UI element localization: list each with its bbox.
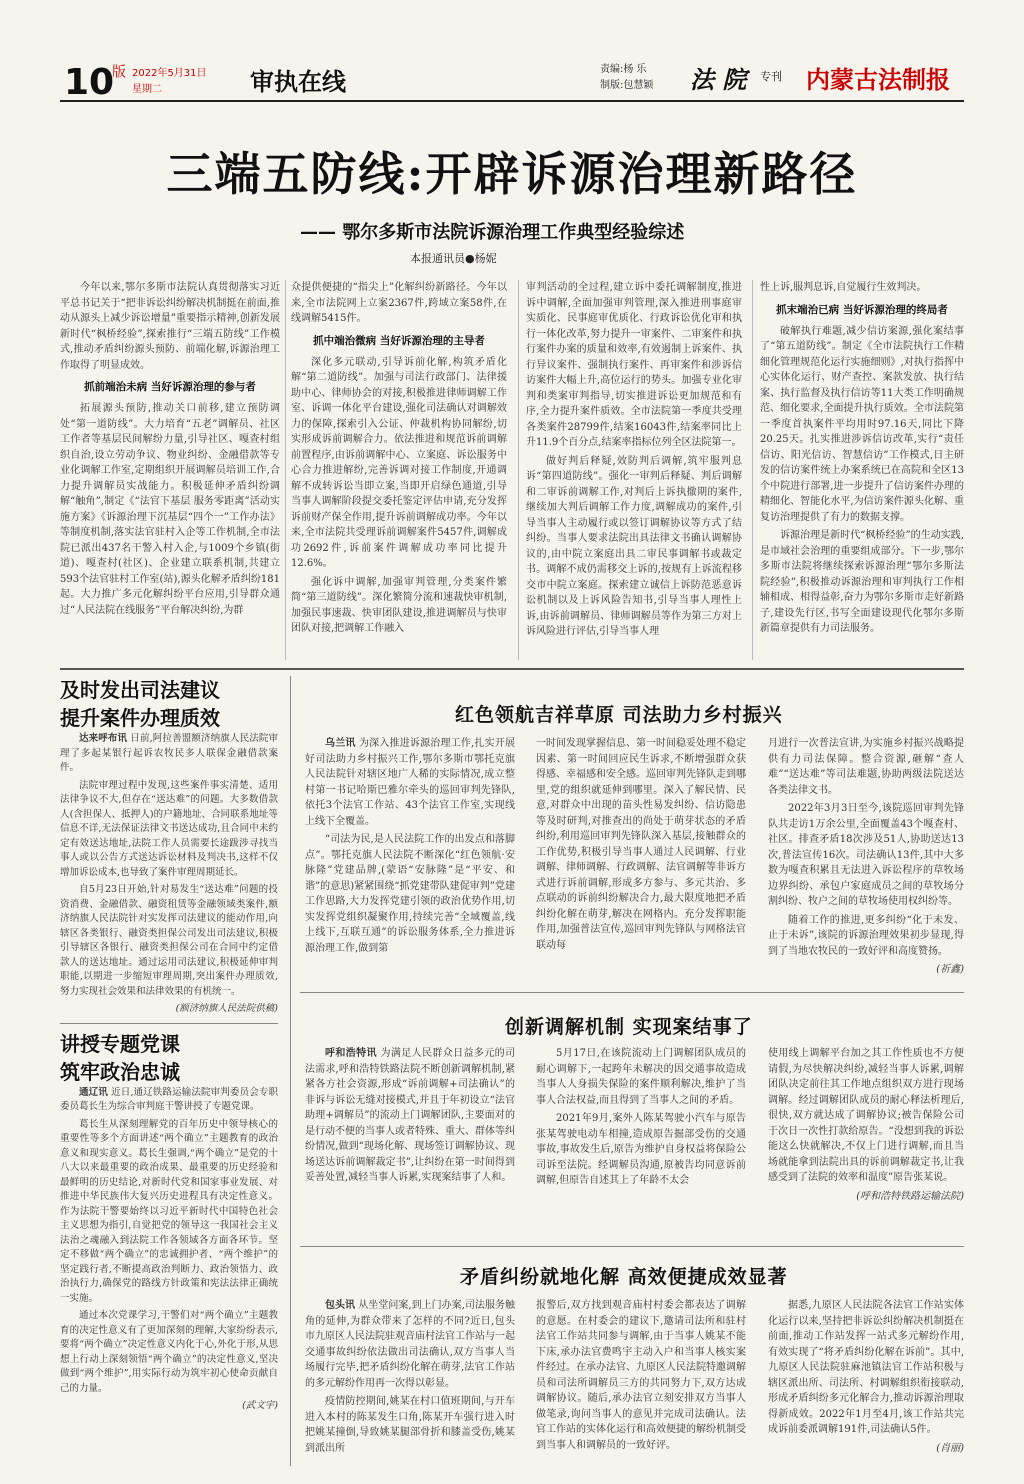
paragraph: 拓展源头预防,推动关口前移,建立预防调处“第一道防线”。大力培育“五老”调解员、社区工作者等基层民间解纷力量,引导社区、嘎查村组织自治,设立劳动争议、物业纠纷、金融借款等专业化调解工作室,定期组织开展调解员培训工作,合力提升调解员实战能力。积极延伸矛盾纠纷调解“触角”,制定《“法官下基层 服务零距离”活动实施方案》《诉源治理下沉基层“四个一”工作办法》等制度机制,落实法官驻村入企等工作机制,全市法院已派出437名干警入村入企,与1009个乡镇(街道)、嘎查村(社区)、企业建立联系机制,共建立593个法官驻村工作室(站),源头化解矛盾纠纷181起。大力推广多元化解纠纷平台应用,引导群众通过“人民法院在线服务”平台解决纠纷,为群 xyxy=(60,403,280,616)
paragraph: 今年以来,鄂尔多斯市法院认真贯彻落实习近平总书记关于“把非诉讼纠纷解决机制挺在前面,推动从源头上减少诉讼增量”重要指示精神,创新发展新时代“枫桥经验”,探索推行“三端五防线”工作模式,推动矛盾纠纷源头预防、前端化解,诉源治理工作取得了明显成效。 xyxy=(60,282,280,371)
innov-col-1 xyxy=(305,1046,515,1242)
paragraph: 据悉,九原区人民法院各法官工作站实体化运行以来,坚持把非诉讼纠纷解决机制挺在前面,推动工作站发挥一站式多元解纷作用,有效实现了“将矛盾纠纷化解在诉前”。其中,九原区人民法院驻麻池镇法官工作站积极与辖区派出所、司法所、村调解组织衔接联动,形成矛盾纠纷多元化解合力,推动诉源治理取得新成效。2022年1月至4月,该工作站共完成诉前委派调解191件,司法确认5件。 xyxy=(768,1300,964,1435)
section-name: 审执在线 xyxy=(250,68,346,96)
page-number: 10 xyxy=(64,62,115,103)
conflict-col-1 xyxy=(305,1298,515,1474)
editor-block xyxy=(600,62,653,94)
column-divider xyxy=(290,676,291,1466)
main-col-3 xyxy=(526,280,742,660)
main-col-4 xyxy=(760,280,964,660)
paragraph: 深化多元联动,引导诉前化解,构筑矛盾化解“第二道防线”。加强与司法行政部门、法律援助中心、律师协会的对接,积极推进律师调解工作室、诉调一体化平台建设,强化司法确认对调解效力的保障,探索引入公证、仲裁机构协同解纷,切实形成诉前调解合力。依法推进和规范诉前调解前置程序,由诉前调解中心、立案庭、诉讼服务中心合力推进解纷,完善诉调对接工作制度,开通调解不成转诉讼当即立案,当即开启绿色通道,引导当事人调解阶段提交委托鉴定评估申请,充分发挥诉前财产保全作用,提升诉前调解成功率。今年以来,全市法院共受理诉前调解案件5457件,调解成功2692件,诉前案件调解成功率同比提升12.6%。 xyxy=(291,356,507,569)
main-col-1 xyxy=(60,280,280,660)
paragraph: 法院审理过程中发现,这些案件事实清楚、适用法律争议不大,但存在“送达难”的问题。大多数借款人(含担保人、抵押人)的户籍地址、合同联系地址等信息不详,无法保证法律文书送达成功,且合同中未约定有效送达地址,法院工作人员需要长途跋涉寻找当事人或以公告方式送达诉讼材料及判决书,这样不仅增加诉讼成本,也导致了案件审理周期延长。 xyxy=(60,779,278,878)
paragraph: 使用线上调解平台加之其工作性质也不方便请假,为尽快解决纠纷,减轻当事人诉累,调解团队决定前往其工作地点组织双方进行现场调解。经过调解团队成员的耐心释法析理后,很快,双方就达成了调解协议;被告保险公司于次日一次性打款给原告。“没想到我的诉讼能这么快就解决,不仅上门进行调解,而且当场就能拿到法院出具的诉前调解裁定书,让我感受到了法院的效率和温度”原告张某说。 xyxy=(768,1048,964,1183)
innov-col-3 xyxy=(768,1046,964,1242)
paragraph: 随着工作的推进,更多纠纷“化于未发、止于未诉”,该院的诉源治理效果初步显现,得到了当地农牧民的一致好评和高度赞扬。 xyxy=(768,914,964,957)
article-lead: 通辽讯 xyxy=(79,1086,108,1098)
column-name: 法 院 xyxy=(690,65,747,94)
headline-line: 及时发出司法建议 xyxy=(60,678,220,702)
paragraph: 日前,阿拉善盟额济纳旗人民法院审理了多起某银行起诉农牧民多人联保金融借款案件。 xyxy=(60,733,278,773)
subheading: 抓中端治微病 当好诉源治理的主导者 xyxy=(313,334,485,347)
issue-date-block xyxy=(132,66,207,98)
paragraph: 葛长生从深刻理解党的百年历史中领导核心的重要性等多个方面讲述“两个确立”主题教育的政治意义和现实意义。葛长生强调,“两个确立”是党的十八大以来最重要的政治成果、最重要的历史经验和最鲜明的历史结论,对新时代党和国家事业发展、对推进中华民族伟大复兴历史进程具有决定性意义。作为法院干警要始终以习近平新时代中国特色社会主义思想为指引,自觉把党的领导这一我国社会主义法治之魂融入到法院工作各领域各方面各环节。坚定不移做“两个确立”的忠诚拥护者、“两个维护”的坚定践行者,不断提高政治判断力、政治领悟力、政治执行力,确保党的路线方针政策和宪法法律正确统一实施。 xyxy=(60,1118,278,1304)
article-headline xyxy=(60,1030,278,1086)
article-headline: 红色领航吉祥草原 司法助力乡村振兴 xyxy=(455,704,783,726)
paragraph: 自5月23日开始,针对易发生“送达难”问题的投资消费、金融借款、融资租赁等金融领域类案件,额济纳旗人民法院针对实发挥司法建议的能动作用,向辖区各类银行、融资类担保公司发出司法建议,积极引导辖区各银行、融资类担保公司在合同中约定借款人的送达地址。通过运用司法建议,积极延伸审判职能,以期进一步缩短审理周期,突出案件办理质效,努力实现社会效果和法律效果的有机统一。 xyxy=(60,884,278,997)
article-lead: 达来呼布讯 xyxy=(79,733,128,744)
header-rule xyxy=(60,100,964,102)
paragraph: 通过本次党课学习,干警们对“两个确立”主题教育的决定性意义有了更加深刻的理解,大家纷纷表示,要将“两个确立”决定性意义内化于心,外化于形,从思想上行动上深刻领悟“两个确立”的决定性意义,坚决做到“两个维护”,用实际行动为筑牢初心使命贡献自己的力量。 xyxy=(60,1310,278,1394)
conflict-col-2 xyxy=(536,1298,746,1474)
column-divider xyxy=(752,280,753,660)
article-divider xyxy=(300,992,964,993)
main-subtitle: —— 鄂尔多斯市法院诉源治理工作典型经验综述 xyxy=(300,222,685,243)
column-divider xyxy=(518,280,519,660)
editor: 责编:杨 乐 xyxy=(600,64,647,75)
subheading: 抓前端治未病 当好诉源治理的参与者 xyxy=(84,381,256,393)
article-headline: 矛盾纠纷就地化解 高效便捷成效显著 xyxy=(460,1266,788,1288)
paragraph: “司法为民,是人民法院工作的出发点和落脚点”。鄂托克旗人民法院不断深化“红色领航·安脉隆”党建品牌,(蒙语“安脉隆”是“平安、和谐”的意思)紧紧围绕“抓党建带队建促审判”党建工作思路,大力发挥党建引领的政治优势作用,切实发挥党组织凝聚作用,持续完善“全域覆盖,线上线下,互联互通”的诉讼服务体系,全力推进诉源治理工作,做到第 xyxy=(305,834,515,954)
article-headline: 创新调解机制 实现案结事了 xyxy=(505,1016,753,1038)
paragraph: 强化诉中调解,加强审判管理,分类案件繁简“第三道防线”。深化繁简分流和速裁快审机制,加强民事速裁、快审团队建设,推进调解员与快审团队对接,把调解工作融入 xyxy=(291,576,507,634)
headline-line: 讲授专题党课 xyxy=(60,1031,180,1056)
article-lead: 乌兰讯 xyxy=(325,738,356,749)
main-col-2 xyxy=(291,280,507,660)
left-sidebar xyxy=(60,676,278,1466)
article-source: (呼和浩特铁路运输法院) xyxy=(856,1190,964,1202)
subheading: 抓末端治已病 当好诉源治理的终局者 xyxy=(776,303,948,316)
paragraph: 5月17日,在该院流动上门调解团队成员的耐心调解下,一起跨年未解决的因交通事故造成当事人人身损失保险的案件顺利解决,维护了当事人合法权益,而且得到了当事人之间的矛盾。 xyxy=(536,1048,746,1106)
red-col-1 xyxy=(305,736,515,986)
article-divider xyxy=(300,1246,964,1247)
paragraph: 众提供便捷的“指尖上”化解纠纷新路径。今年以来,全市法院网上立案2367件,跨域立案58件,在线调解5415件。 xyxy=(291,282,507,324)
paragraph: 月进行一次普法宣讲,为实施乡村振兴战略提供有力司法保障。整合资源,砸解“查人难”“送达难”等司法难题,协助两级法院送达各类法律文书。 xyxy=(768,738,964,796)
issue-weekday: 星期二 xyxy=(132,84,162,95)
conflict-col-3 xyxy=(768,1298,964,1474)
paragraph: 疫情防控期间,姚某在村口值班期间,与开车进入本村的陈某发生口角,陈某开车强行进入时把姚某撞倒,导致姚某腿部骨折和膝盖受伤,姚某到派出所 xyxy=(305,1396,515,1454)
paragraph: 一时间发现掌握信息、第一时间稳妥处理不稳定因素、第一时间回应民生诉求,不断增强群众获得感、幸福感和安全感。巡回审判先锋队走到哪里,党的组织就延伸到哪里。深入了解民情、民意,对群众中出现的苗头性易发纠纷、信访隐患等及时研判,对推查出的尚处于萌芽状态的矛盾纠纷,利用巡回审判先锋队深入基层,接触群众的工作优势,积极引导当事人通过人民调解、行业调解、律师调解、行政调解、法官调解等非诉方式进行诉前调解,形成多方参与、多元共治、多点联动的诉前纠纷解决合力,最大限度地把矛盾纠纷化解在萌芽,解决在网格内。充分发挥职能作用,加强普法宣传,巡回审判先锋队与网格法官联动每 xyxy=(536,738,746,951)
main-headline: 三端五防线:开辟诉源治理新路径 xyxy=(166,147,858,201)
red-col-2 xyxy=(536,736,746,986)
page-label: 版 xyxy=(110,64,126,78)
article-source: (武文宇) xyxy=(242,1400,278,1411)
article-divider xyxy=(60,1023,278,1024)
headline-line: 筑牢政治忠诚 xyxy=(60,1059,180,1084)
paragraph: 审判活动的全过程,建立诉中委托调解制度,推进诉中调解,全面加强审判管理,深入推进刑事庭审实质化、民事庭审优质化、行政诉讼优化审和执行一体化改革,努力提升一审案件、二审案件和执行案件办案的质量和效率,有效遏制上诉案件、执行异议案件、强制执行案件、再审案件和涉诉信访案件大幅上升,高位运行的势头。加强专业化审判和类案审判指导,切实推进诉讼更加规范和有序,全力提升案件质效。全市法院第一季度共受理各类案件28799件,结案16043件,结案率同比上升11.9个百分点,结案率指标位列全区法院第一。 xyxy=(526,282,742,448)
newspaper-logo: 内蒙古法制报 xyxy=(806,65,950,94)
red-col-3 xyxy=(768,736,964,986)
paragraph: 报警后,双方找到观音庙村村委会都表达了调解的意愿。在村委会的建议下,邀请司法所和驻村法官工作站共同参与调解,由于当事人姚某不能下床,承办法官费鸣宇主动入户和当事人核实案件经过。在承办法官、九原区人民法院特邀调解员和司法所调解员三方的共同努力下,双方达成调解协议。随后,承办法官立刻安排双方当事人做笔录,询问当事人的意见并完成司法确认。法官工作站的实体化运行和高效便捷的解纷机制受到当事人和调解员的一致好评。 xyxy=(536,1300,746,1451)
paragraph: 2022年3月3日至今,该院巡回审判先锋队共走访1万余公里,全面覆盖43个嘎查村、社区。排查矛盾18次涉及51人,协助送达13次,普法宣传16次。司法确认13件,其中大多数为嘎查积累且无法进入诉讼程序的草牧场边界纠纷、承包户家庭成员之间的草牧场分割纠纷、牧户之间的草牧场使用权纠纷等。 xyxy=(768,803,964,907)
paragraph: 性上诉,服判息诉,自觉履行生效判决。 xyxy=(760,282,927,293)
column-divider xyxy=(285,280,286,660)
headline-line: 提升案件办理质效 xyxy=(60,706,220,730)
article-lead: 呼和浩特讯 xyxy=(325,1048,377,1059)
paragraph: 为深入推进诉源治理工作,扎实开展好司法助力乡村振兴工作,鄂尔多斯市鄂托克旗人民法院针对辖区地广人稀的实际情况,成立整村第一书记哈斯巴雅尔牵头的巡回审判先锋队,依托3个法官工作站、43个法官工作室,实现线上线下全覆盖。 xyxy=(305,738,515,827)
paragraph: 诉源治理是新时代“枫桥经验”的生动实践,是市域社会治理的重要组成部分。下一步,鄂尔多斯市法院将继续探索诉源治理“鄂尔多斯法院经验”,积极推动诉源治理和审判执行工作相辅相成、相得益彰,奋力为鄂尔多斯市走好新路子,建设先行区,书写全面建设现代化鄂尔多斯新篇章提供有力司法服务。 xyxy=(760,530,964,634)
article-source: (额济纳旗人民法院供稿) xyxy=(175,1003,278,1014)
innov-col-2 xyxy=(536,1046,746,1242)
paragraph: 做好判后释疑,效防判后调解,筑牢服判息诉“第四道防线”。强化一审判后释疑、判后调解和二审诉前调解工作,对判后上诉执撤期的案件,继续加大判后调解工作力度,调解成功的案件,引导当事人主动履行或以签订调解协议等方式了结纠纷。当事人要求法院出具法律文书确认调解协议的,由中院立案庭出具二审民事调解书或裁定书。调解不成仍需移交上诉的,按规有上诉流程移交市中院立案庭。探索建立诚信上诉防范恶意诉讼机制以及上诉风险告知书,引导当事人理性上诉,由诉前调解员、律师调解员等作为第三方对上诉风险进行评估,引导当事人理 xyxy=(526,455,742,637)
column-suffix: 专刊 xyxy=(760,70,782,83)
section-rule xyxy=(60,668,964,670)
article-source: (肖丽) xyxy=(936,1442,964,1454)
paragraph: 2021年9月,案外人陈某驾驶小汽车与原告张某驾驶电动车相撞,造成原告掘部受伤的交通事故,事故发生后,原告为维护自身权益将保险公司诉至法院。经调解员沟通,原被告均同意诉前调解,但原告自述其上了年龄不太会 xyxy=(536,1113,746,1186)
main-byline: 本报通讯员●杨妮 xyxy=(410,252,497,265)
article-headline xyxy=(60,676,278,732)
issue-date: 2022年5月31日 xyxy=(132,68,207,79)
article-lead: 包头讯 xyxy=(325,1300,356,1311)
paragraph: 破解执行难题,减少信访案源,强化案结事了“第五道防线”。制定《全市法院执行工作精细化管理规范化运行实施细则》,对执行指挥中心实体化运行、财产查控、案款发放、执行结案、执行监督及执行信访等11大类工作明确规范、细化要求,全面提升执行质效。全市法院第一季度首执案件平均用时97.16天,同比下降20.25天。扎实推进涉诉信访改革,实行“责任信访、阳光信访、智慧信访”工作模式,日主研发的信访案件统上办案系统已在高院和全区13个中院进行部署,进一步提升了信访案件办理的精细化、智能化水平,为信访案件源头化解、重复访治理提供了有力的数据支撑。 xyxy=(760,325,964,523)
paragraph: 为满足人民群众日益多元的司法需求,呼和浩特铁路法院不断创新调解机制,紧紧各方社会资源,形成“诉前调解+司法确认”的非诉与诉讼无缝对接模式,并且于年初设立“法官助理+调解员”的流动上门调解团队,主要面对的是行动不便的当事人或者特殊、重大、群体等纠纷情况,做到“现场化解、现场签订调解协议、现场送达诉前调解裁定书”,让纠纷在第一时间得到妥善处置,减轻当事人诉累,实现案结事了人和。 xyxy=(305,1048,515,1183)
designer: 制版:包慧颖 xyxy=(600,80,654,91)
paragraph: 从坐堂问案,到上门办案,司法服务触角的延伸,为群众带来了怎样的不同?近日,包头市九原区人民法院驻观音庙村法官工作站与一起交通事故纠纷依法做出司法确认,双方当事人当场履行完毕,把矛盾纠纷化解在萌芽,法官工作站的多元解纷作用再一次得以彰显。 xyxy=(305,1300,515,1389)
article-source: (祈鑫) xyxy=(936,964,964,975)
paragraph: 近日,通辽铁路运输法院审判委员会专职委员葛长生为综合审判庭干警讲授了专题党课。 xyxy=(60,1086,278,1112)
